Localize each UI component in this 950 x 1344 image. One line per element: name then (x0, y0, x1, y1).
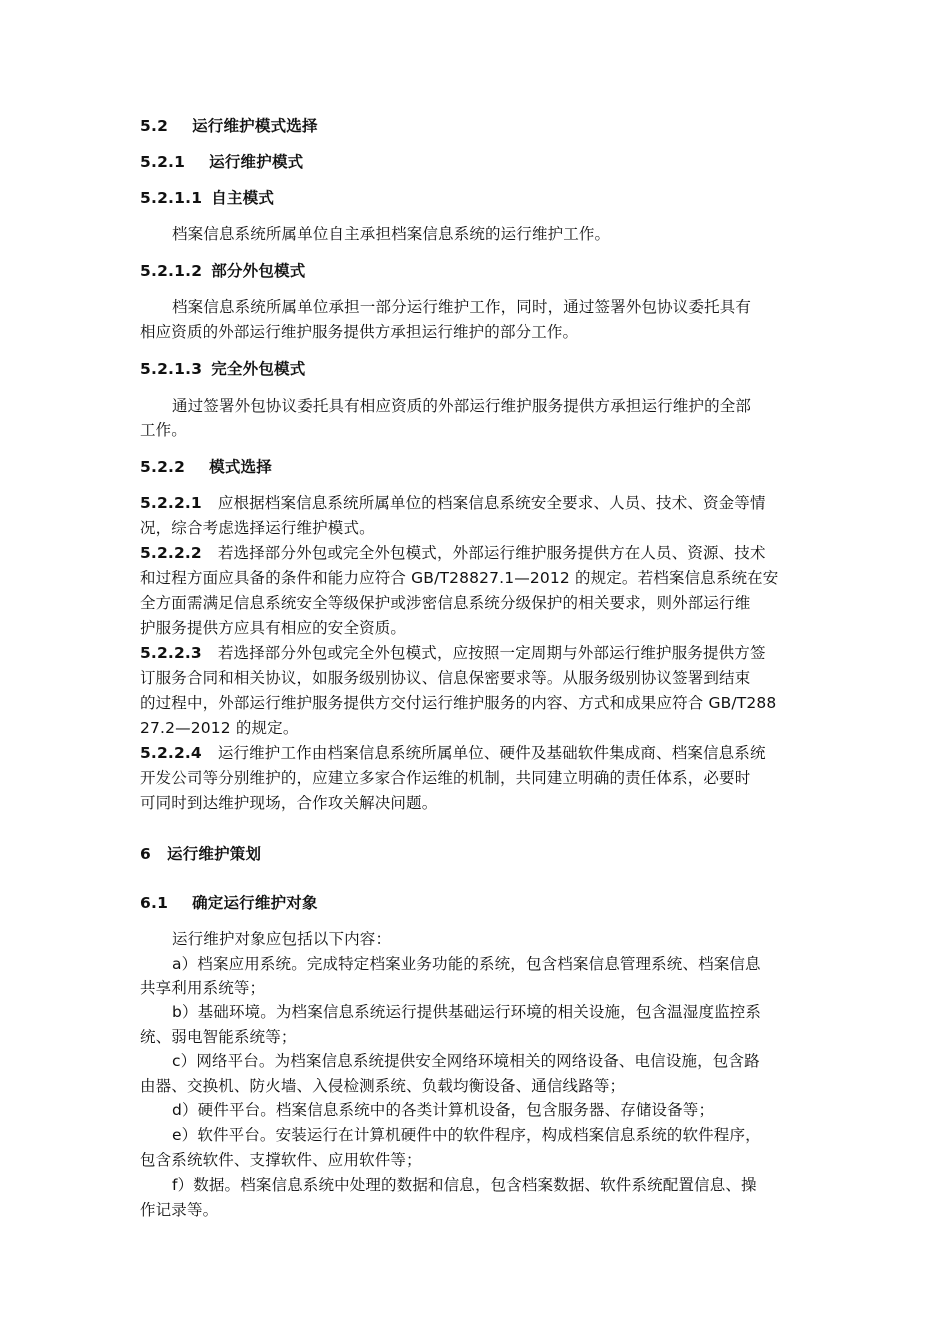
heading-5-2-1-1: 5.2.1.1 自主模式 (140, 189, 275, 207)
clause-5-2-2-2-line2: 和过程方面应具备的条件和能力应符合 GB/T28827.1—2012 的规定。若档案信息系统在安 (140, 569, 779, 587)
clause-5-2-2-4-line2: 开发公司等分别维护的，应建立多家合作运维的机制，共同建立明确的责任体系，必要时 (140, 769, 751, 787)
clause-5-2-2-2-line4: 护服务提供方应具有相应的安全资质。 (140, 619, 407, 637)
clause-5-2-2-3-line1: 5.2.2.3 若选择部分外包或完全外包模式，应按照一定周期与外部运行维护服务提供方签 (140, 644, 766, 662)
clause-5-2-2-4-line3: 可同时到达维护现场，合作攻关解决问题。 (140, 794, 438, 812)
clause-5-2-2-2-line3: 全方面需满足信息系统安全等级保护或涉密信息系统分级保护的相关要求，则外部运行维 (140, 594, 751, 612)
paragraph-5-2-1-2-line1: 档案信息系统所属单位承担一部分运行维护工作，同时，通过签署外包协议委托具有 (172, 298, 752, 316)
list-item-c-line1: c）网络平台。为档案信息系统提供安全网络环境相关的网络设备、电信设施，包含路 (172, 1052, 760, 1070)
list-item-a-line1: a）档案应用系统。完成特定档案业务功能的系统，包含档案信息管理系统、档案信息 (172, 955, 761, 973)
list-item-e-line2: 包含系统软件、支撑软件、应用软件等； (140, 1151, 422, 1169)
clause-5-2-2-3-line3: 的过程中，外部运行维护服务提供方交付运行维护服务的内容、方式和成果应符合 GB/T288 (140, 694, 777, 712)
list-intro: 运行维护对象应包括以下内容： (172, 930, 392, 948)
heading-5-2: 5.2 运行维护模式选择 (140, 117, 318, 135)
list-item-e-line1: e）软件平台。安装运行在计算机硬件中的软件程序，构成档案信息系统的软件程序， (172, 1126, 761, 1144)
list-item-f-line2: 作记录等。 (140, 1201, 219, 1219)
list-item-a-line2: 共享利用系统等； (140, 979, 266, 997)
paragraph-5-2-1-3-line2: 工作。 (140, 421, 187, 439)
list-item-c-line2: 由器、交换机、防火墙、入侵检测系统、负载均衡设备、通信线路等； (140, 1077, 626, 1095)
clause-5-2-2-2-line1: 5.2.2.2 若选择部分外包或完全外包模式，外部运行维护服务提供方在人员、资源、技术 (140, 544, 766, 562)
list-item-f-line1: f）数据。档案信息系统中处理的数据和信息，包含档案数据、软件系统配置信息、操 (172, 1176, 757, 1194)
list-item-b-line1: b）基础环境。为档案信息系统运行提供基础运行环境的相关设施，包含温湿度监控系 (172, 1003, 762, 1021)
heading-5-2-1: 5.2.1 运行维护模式 (140, 153, 304, 171)
paragraph-5-2-1-2-line2: 相应资质的外部运行维护服务提供方承担运行维护的部分工作。 (140, 323, 579, 341)
heading-5-2-1-2: 5.2.1.2 部分外包模式 (140, 262, 306, 280)
clause-5-2-2-4-line1: 5.2.2.4 运行维护工作由档案信息系统所属单位、硬件及基础软件集成商、档案信息系统 (140, 744, 766, 762)
heading-6-1: 6.1 确定运行维护对象 (140, 894, 318, 912)
list-item-d-line1: d）硬件平台。档案信息系统中的各类计算机设备，包含服务器、存储设备等； (172, 1101, 715, 1119)
heading-6: 6 运行维护策划 (140, 845, 262, 863)
clause-5-2-2-3-line4: 27.2—2012 的规定。 (140, 719, 299, 737)
clause-5-2-2-1-line1: 5.2.2.1 应根据档案信息系统所属单位的档案信息系统安全要求、人员、技术、资金等情 (140, 494, 766, 512)
paragraph-5-2-1-3-line1: 通过签署外包协议委托具有相应资质的外部运行维护服务提供方承担运行维护的全部 (172, 397, 752, 415)
heading-5-2-1-3: 5.2.1.3 完全外包模式 (140, 360, 306, 378)
heading-5-2-2: 5.2.2 模式选择 (140, 458, 272, 476)
clause-5-2-2-3-line2: 订服务合同和相关协议，如服务级别协议、信息保密要求等。从服务级别协议签署到结束 (140, 669, 751, 687)
clause-5-2-2-1-line2: 况，综合考虑选择运行维护模式。 (140, 519, 375, 537)
paragraph-5-2-1-1: 档案信息系统所属单位自主承担档案信息系统的运行维护工作。 (172, 225, 611, 243)
list-item-b-line2: 统、弱电智能系统等； (140, 1028, 297, 1046)
